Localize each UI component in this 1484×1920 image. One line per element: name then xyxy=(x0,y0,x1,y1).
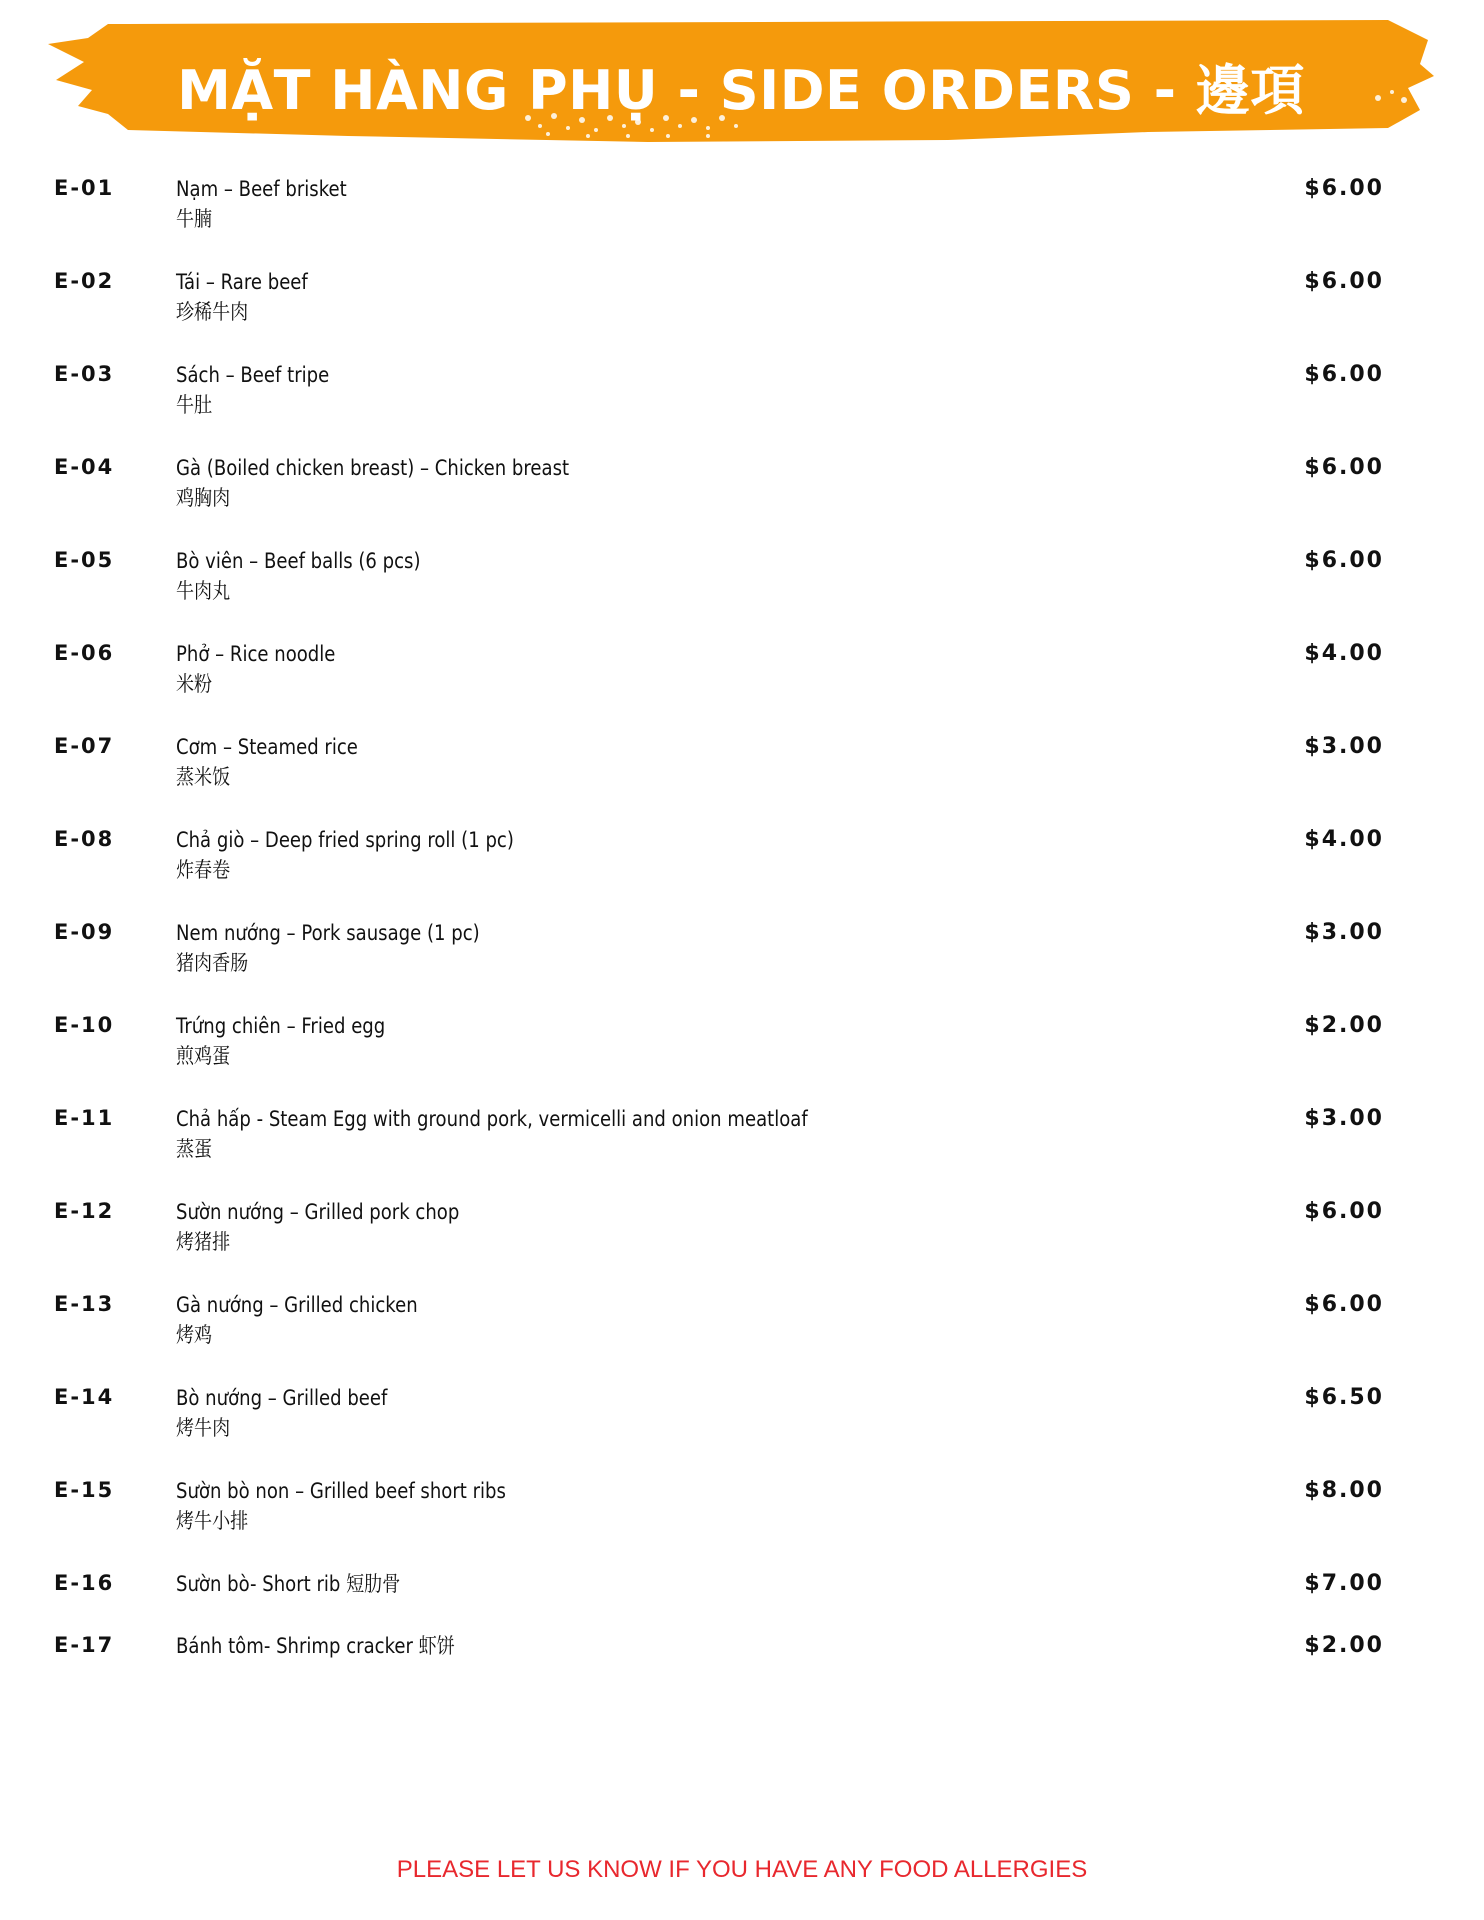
item-code: E-13 xyxy=(54,1292,115,1316)
menu-item xyxy=(0,265,1484,358)
item-code: E-11 xyxy=(54,1106,115,1130)
item-name: Sườn bò- Short rib 短肋骨 xyxy=(176,1572,401,1596)
menu-item xyxy=(0,1009,1484,1102)
item-description xyxy=(176,1631,455,1661)
item-price: $2.00 xyxy=(1304,1013,1384,1038)
item-name: Bánh tôm- Shrimp cracker 虾饼 xyxy=(176,1634,455,1658)
menu-item xyxy=(0,1474,1484,1567)
item-code: E-05 xyxy=(54,548,115,572)
item-price: $6.50 xyxy=(1304,1385,1384,1410)
side-orders-list xyxy=(0,172,1484,1691)
item-description xyxy=(176,1476,506,1536)
allergy-notice: PLEASE LET US KNOW IF YOU HAVE ANY FOOD ALLERGIES xyxy=(396,1856,1088,1883)
menu-item xyxy=(0,172,1484,265)
item-chinese-name: 牛肉丸 xyxy=(176,579,231,603)
item-name: Bò viên – Beef balls (6 pcs) xyxy=(176,549,421,573)
item-name: Sách – Beef tripe xyxy=(176,363,330,387)
item-name: Sườn bò non – Grilled beef short ribs xyxy=(176,1479,506,1503)
item-code: E-14 xyxy=(54,1385,115,1409)
item-price: $3.00 xyxy=(1304,1106,1384,1131)
menu-item xyxy=(0,637,1484,730)
item-name: Tái – Rare beef xyxy=(176,270,308,294)
menu-item xyxy=(0,1195,1484,1288)
item-chinese-name: 烤猪排 xyxy=(176,1230,231,1254)
item-description xyxy=(176,825,514,885)
item-description xyxy=(176,732,358,792)
item-chinese-name: 煎鸡蛋 xyxy=(176,1044,231,1068)
item-code: E-12 xyxy=(54,1199,115,1223)
menu-item xyxy=(0,916,1484,1009)
item-description xyxy=(176,1383,387,1443)
item-code: E-01 xyxy=(54,176,115,200)
item-price: $4.00 xyxy=(1304,827,1384,852)
item-name: Gà (Boiled chicken breast) – Chicken breast xyxy=(176,456,570,480)
item-code: E-09 xyxy=(54,920,115,944)
item-chinese-name: 炸春卷 xyxy=(176,858,231,882)
menu-item xyxy=(0,1629,1484,1691)
item-chinese-name: 珍稀牛肉 xyxy=(176,300,249,324)
item-price: $6.00 xyxy=(1304,1292,1384,1317)
item-description xyxy=(176,639,335,699)
item-description xyxy=(176,1569,400,1599)
page-title: MẶT HÀNG PHỤ - SIDE ORDERS - 邊項 xyxy=(177,59,1305,122)
item-chinese-name: 牛腩 xyxy=(176,207,213,231)
item-price: $6.00 xyxy=(1304,176,1384,201)
menu-item xyxy=(0,730,1484,823)
item-code: E-10 xyxy=(54,1013,115,1037)
item-price: $6.00 xyxy=(1304,362,1384,387)
menu-item xyxy=(0,358,1484,451)
item-name: Bò nướng – Grilled beef xyxy=(176,1386,388,1410)
item-code: E-03 xyxy=(54,362,115,386)
item-price: $4.00 xyxy=(1304,641,1384,666)
menu-item xyxy=(0,1288,1484,1381)
menu-item xyxy=(0,1381,1484,1474)
item-code: E-04 xyxy=(54,455,115,479)
menu-item xyxy=(0,451,1484,544)
item-name: Nạm – Beef brisket xyxy=(176,177,347,201)
item-name: Chả giò – Deep fried spring roll (1 pc) xyxy=(176,828,514,852)
item-chinese-name: 烤牛肉 xyxy=(176,1416,231,1440)
item-chinese-name: 烤牛小排 xyxy=(176,1509,249,1533)
item-price: $3.00 xyxy=(1304,920,1384,945)
item-description xyxy=(176,174,347,234)
item-name: Gà nướng – Grilled chicken xyxy=(176,1293,418,1317)
item-description xyxy=(176,267,308,327)
item-description xyxy=(176,1104,808,1164)
item-description xyxy=(176,453,569,513)
header-banner xyxy=(48,18,1434,146)
item-description xyxy=(176,1011,385,1071)
item-price: $8.00 xyxy=(1304,1478,1384,1503)
item-chinese-name: 牛肚 xyxy=(176,393,213,417)
item-name: Phở – Rice noodle xyxy=(176,642,336,666)
item-description xyxy=(176,360,329,420)
item-price: $2.00 xyxy=(1304,1633,1384,1658)
item-price: $7.00 xyxy=(1304,1571,1384,1596)
item-description xyxy=(176,1197,459,1257)
item-description xyxy=(176,1290,418,1350)
item-code: E-08 xyxy=(54,827,115,851)
item-name: Sườn nướng – Grilled pork chop xyxy=(176,1200,460,1224)
item-price: $6.00 xyxy=(1304,455,1384,480)
item-description xyxy=(176,918,480,978)
item-name: Trứng chiên – Fried egg xyxy=(176,1014,386,1038)
item-code: E-02 xyxy=(54,269,115,293)
item-chinese-name: 蒸米饭 xyxy=(176,765,231,789)
item-name: Nem nướng – Pork sausage (1 pc) xyxy=(176,921,480,945)
item-code: E-17 xyxy=(54,1633,115,1657)
item-price: $6.00 xyxy=(1304,548,1384,573)
item-chinese-name: 米粉 xyxy=(176,672,213,696)
item-price: $3.00 xyxy=(1304,734,1384,759)
item-code: E-06 xyxy=(54,641,115,665)
item-code: E-07 xyxy=(54,734,115,758)
item-chinese-name: 蒸蛋 xyxy=(176,1137,213,1161)
item-chinese-name: 烤鸡 xyxy=(176,1323,213,1347)
item-chinese-name: 鸡胸肉 xyxy=(176,486,231,510)
item-code: E-16 xyxy=(54,1571,115,1595)
menu-item xyxy=(0,1102,1484,1195)
item-price: $6.00 xyxy=(1304,1199,1384,1224)
item-name: Chả hấp - Steam Egg with ground pork, vermicelli and onion meatloaf xyxy=(176,1107,808,1131)
menu-item xyxy=(0,544,1484,637)
item-price: $6.00 xyxy=(1304,269,1384,294)
item-code: E-15 xyxy=(54,1478,115,1502)
item-chinese-name: 猪肉香肠 xyxy=(176,951,249,975)
menu-item xyxy=(0,823,1484,916)
menu-item xyxy=(0,1567,1484,1629)
item-description xyxy=(176,546,421,606)
item-name: Cơm – Steamed rice xyxy=(176,735,358,759)
